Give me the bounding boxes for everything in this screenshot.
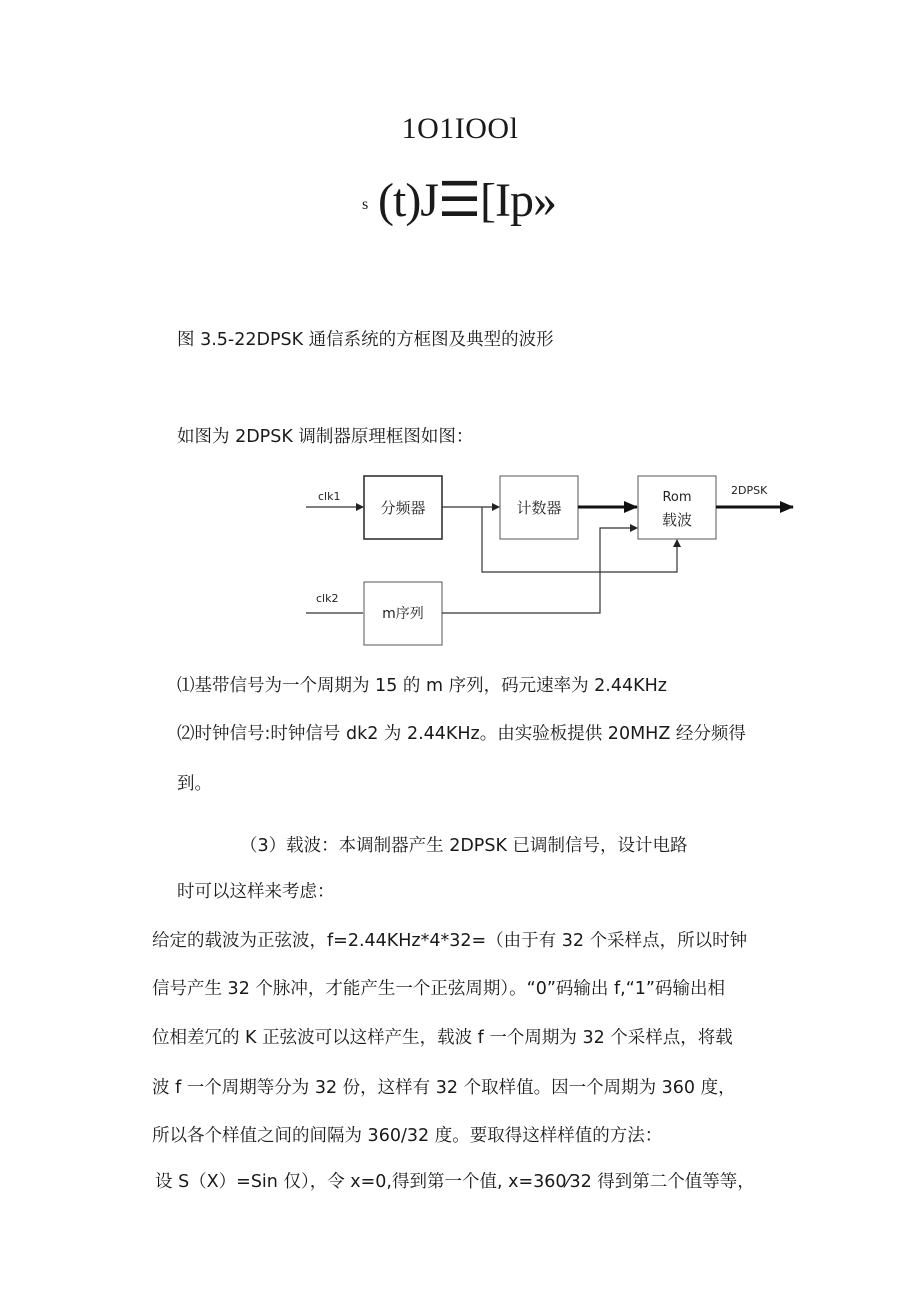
paragraph-line-6: 设 S（X）=Sin 仅），令 x=0,得到第一个值, x=360⁄32 得到第二个值等等，	[155, 1172, 755, 1192]
diagram-intro: 如图为 2DPSK 调制器原理框图如图：	[177, 427, 474, 447]
divider-label: 分频器	[380, 499, 426, 517]
item-1-baseband: ⑴基带信号为一个周期为 15 的 m 序列，码元速率为 2.44KHz	[177, 676, 667, 696]
rom-label-1: Rom	[662, 490, 692, 505]
rom-carrier-block	[638, 476, 716, 539]
paragraph-line-4: 波 f 一个周期等分为 32 份，这样有 32 个取样值。因一个周期为 360 度，	[152, 1078, 736, 1098]
counter-label: 计数器	[516, 499, 562, 517]
mseq-label: m序列	[382, 606, 424, 622]
clk2-label: clk2	[316, 592, 339, 605]
item-3-continuation: 时可以这样来考虑：	[177, 882, 335, 902]
output-label: 2DPSK	[731, 484, 768, 497]
paragraph-line-2: 信号产生 32 个脉冲，才能产生一个正弦周期）。“0”码输出 f,“1”码输出相	[152, 979, 725, 999]
item-3-carrier: （3）载波：本调制器产生 2DPSK 已调制信号，设计电路	[240, 836, 688, 856]
item-2-clock: ⑵时钟信号:时钟信号 dk2 为 2.44KHz。由实验板提供 20MHZ 经分频得	[177, 724, 746, 744]
paragraph-line-1: 给定的载波为正弦波，f=2.44KHz*4*32=（由于有 32 个采样点，所以时钟	[152, 931, 748, 951]
waveform-subscript: s	[362, 196, 369, 213]
mseq-to-rom-wire	[442, 528, 637, 613]
rom-label-2: 载波	[661, 511, 693, 529]
paragraph-line-5: 所以各个样值之间的间隔为 360/32 度。要取得这样样值的方法：	[152, 1126, 663, 1146]
figure-caption: 图 3.5-22DPSK 通信系统的方框图及典型的波形	[177, 330, 554, 350]
bit-sequence: 1O1IOOl	[401, 112, 519, 145]
waveform-symbols: (t)J☰[Ip»	[378, 174, 556, 227]
paragraph-line-3: 位相差冗的 K 正弦波可以这样产生，载波 f 一个周期为 32 个采样点，将载	[152, 1028, 733, 1048]
clk1-label: clk1	[318, 490, 341, 503]
item-2-continuation: 到。	[177, 774, 212, 794]
